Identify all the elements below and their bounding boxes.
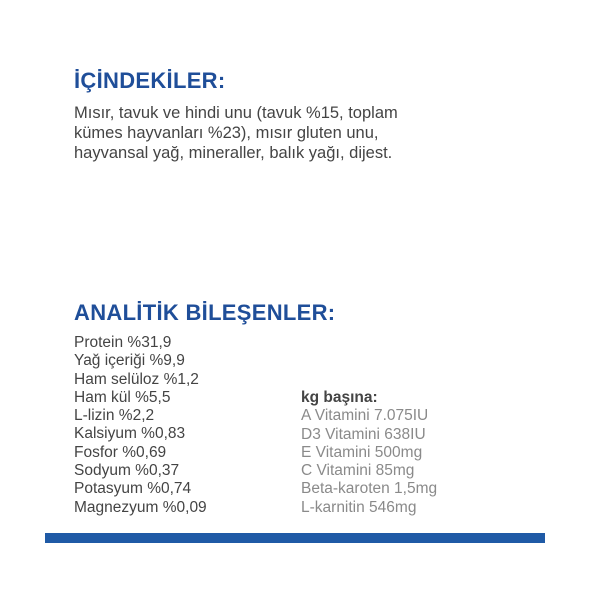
analytical-component-item: Ham kül %5,5 [74,388,171,406]
per-kg-label: kg başına: [301,389,378,406]
vitamin-item: Beta-karoten 1,5mg [301,480,438,498]
analytical-component-item: Yağ içeriği %9,9 [74,352,185,370]
analytical-components-heading: ANALİTİK BİLEŞENLER: [74,300,336,325]
ingredients-line: hayvansal yağ, mineraller, balık yağı, dijest. [74,144,393,162]
analytical-component-item: Kalsiyum %0,83 [74,425,186,443]
vitamin-item: C Vitamini 85mg [301,462,415,480]
analytical-component-item: Potasyum %0,74 [74,480,192,498]
ingredients-line: Mısır, tavuk ve hindi unu (tavuk %15, toplam [74,104,398,122]
vitamins-list [301,389,437,517]
ingredients-line: kümes hayvanları %23), mısır gluten unu, [74,124,379,142]
analytical-components-list [74,334,207,517]
ingredients-heading: İÇİNDEKİLER: [74,68,226,93]
analytical-component-item: Sodyum %0,37 [74,462,180,480]
vitamin-item: L-karnitin 546mg [301,498,417,516]
bottom-divider-bar [45,533,545,543]
analytical-component-item: Magnezyum %0,09 [74,498,207,516]
analytical-component-item: Fosfor %0,69 [74,443,167,461]
analytical-component-item: Ham selüloz %1,2 [74,370,199,388]
vitamin-item: D3 Vitamini 638IU [301,425,426,443]
vitamin-item: A Vitamini 7.075IU [301,407,429,425]
analytical-component-item: Protein %31,9 [74,334,172,351]
analytical-component-item: L-lizin %2,2 [74,407,155,425]
vitamin-item: E Vitamini 500mg [301,443,423,461]
ingredients-text [74,103,534,163]
